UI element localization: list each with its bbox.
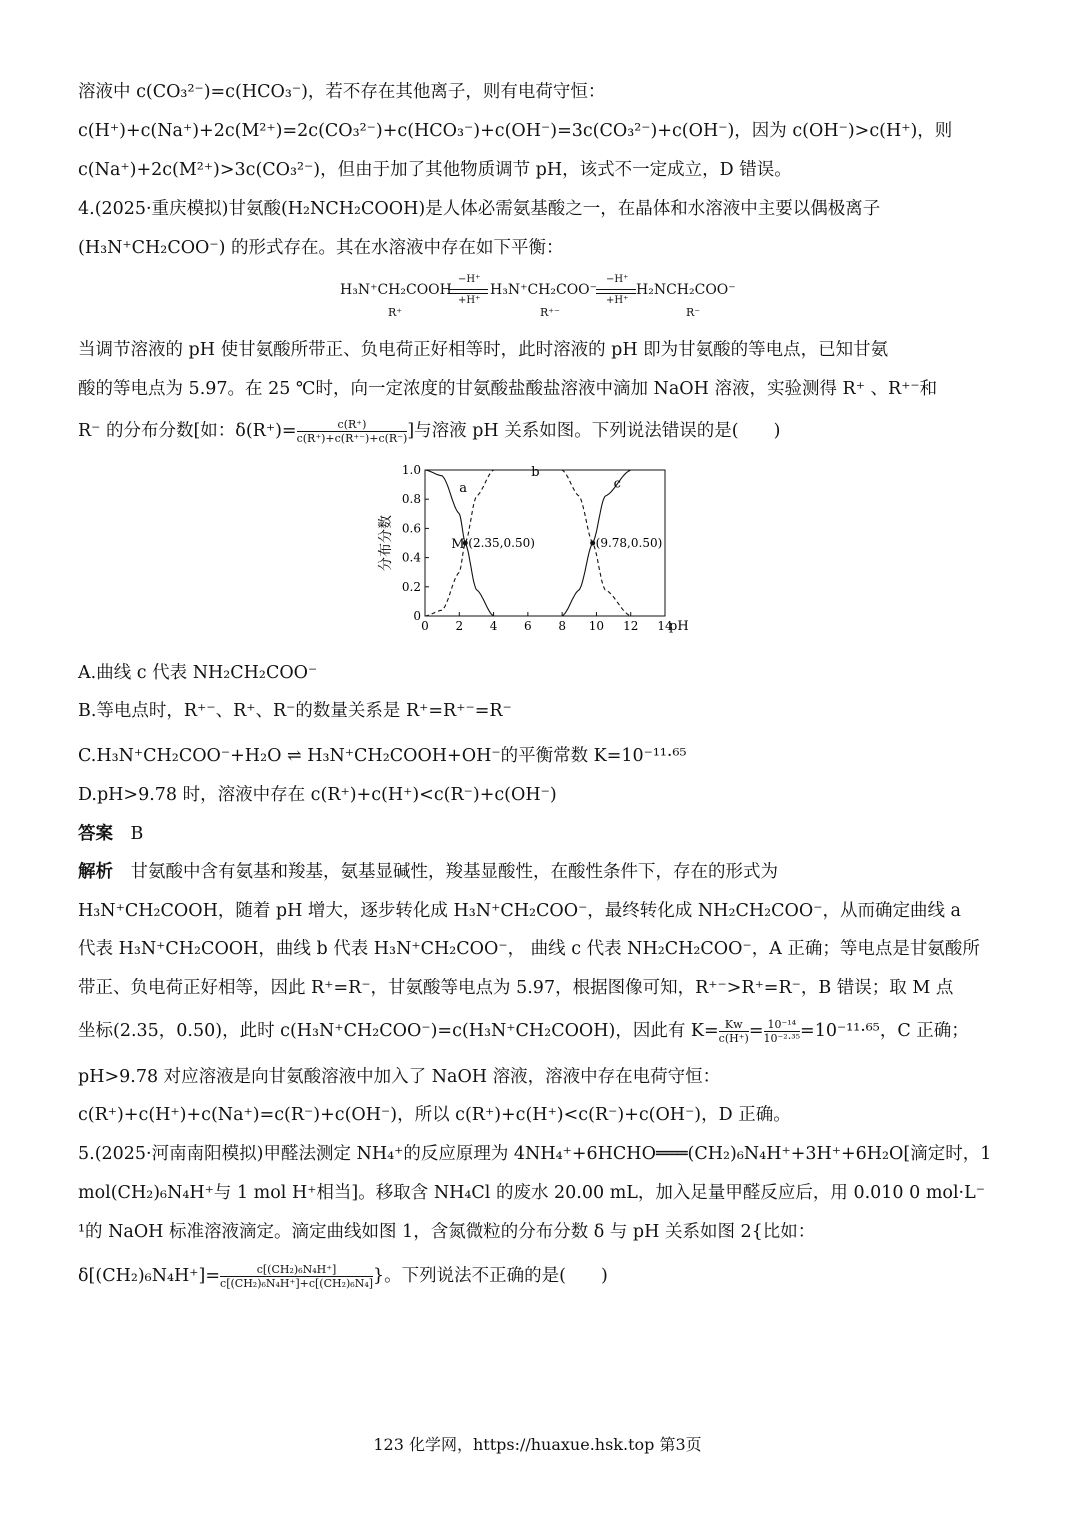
y-tick-label: 0.6 <box>401 521 421 536</box>
x-tick-label: 12 <box>623 619 639 633</box>
power-fraction: $\frac{\text{10⁻¹⁴}}{\text{10⁻²·³⁵}}$ <box>763 1018 801 1045</box>
paragraph-line: R⁻ 的分布分数[如：δ(R⁺)= $\frac{c(R^+)}{c(R^+)+c(R^{+-})+c(R^-)}$ ]与溶液 pH 关系如图。下列说法错误的是( ) <box>78 418 781 445</box>
x-tick-label: 0 <box>421 619 429 633</box>
distribution-fraction: $\frac{c(R^+)}{c(R^+)+c(R^{+-})+c(R^-)}$ <box>296 418 408 445</box>
paragraph-line: c(H⁺)+c(Na⁺)+2c(M²⁺)=2c(CO₃²⁻)+c(HCO₃⁻)+c(OH⁻)=3c(CO₃²⁻)+c(OH⁻)，因为 c(OH⁻)>c(H⁺)，则 <box>78 121 953 141</box>
label-r-minus: R⁻ <box>686 306 701 319</box>
analysis-line: 解析 甘氨酸中含有氨基和羧基，氨基显碱性，羧基显酸性，在酸性条件下，存在的形式为 <box>78 862 778 882</box>
question-4-stem: 4.(2025·重庆模拟)甘氨酸(H₂NCH₂COOH)是人体必需氨基酸之一，在晶体和水溶液中主要以偶极离子 <box>78 199 881 219</box>
paragraph-line: ¹的 NaOH 标准溶液滴定。滴定曲线如图 1，含氮微粒的分布分数 δ 与 pH 关系如图 2{比如： <box>78 1222 816 1242</box>
paragraph-line: 酸的等电点为 5.97。在 25 ℃时，向一定浓度的甘氨酸盐酸盐溶液中滴加 NaOH 溶液，实验测得 R⁺ 、R⁺⁻和 <box>78 379 938 399</box>
paragraph-line: δ[(CH₂)₆N₄H⁺]= $\frac{\text{c[(CH₂)₆N₄H⁺]}}{\text{c[(CH₂)₆N₄H⁺]+c[(CH₂)₆N₄]}}$ }。下列说法不正确的是( ) <box>78 1263 608 1290</box>
analysis-line: 代表 H₃N⁺CH₂COOH，曲线 b 代表 H₃N⁺CH₂COO⁻， 曲线 c 代表 NH₂CH₂COO⁻，A 正确；等电点是甘氨酸所 <box>78 939 980 959</box>
equilibrium-equation <box>340 276 760 324</box>
y-tick-label: 0.2 <box>401 579 421 594</box>
label-r-zwitter: R⁺⁻ <box>540 306 560 319</box>
label-r-plus: R⁺ <box>388 306 403 319</box>
paragraph-line: mol(CH₂)₆N₄H⁺与 1 mol H⁺相当]。移取含 NH₄Cl 的废水 20.00 mL，加入足量甲醛反应后，用 0.010 0 mol·L⁻ <box>78 1183 985 1203</box>
paragraph-line: 当调节溶液的 pH 使甘氨酸所带正、负电荷正好相等时，此时溶液的 pH 即为甘氨酸的等电点，已知甘氨 <box>78 340 889 360</box>
annotation-point <box>590 541 595 546</box>
x-tick-label: 10 <box>588 619 605 633</box>
delta-fraction: $\frac{\text{c[(CH₂)₆N₄H⁺]}}{\text{c[(CH₂)₆N₄H⁺]+c[(CH₂)₆N₄]}}$ <box>220 1263 374 1290</box>
analysis-line: c(R⁺)+c(H⁺)+c(Na⁺)=c(R⁻)+c(OH⁻)，所以 c(R⁺)+c(H⁺)<c(R⁻)+c(OH⁻)，D 正确。 <box>78 1105 791 1125</box>
annotation-coord: (2.35,0.50) <box>468 536 535 550</box>
series-label-c: c <box>613 476 621 492</box>
x-axis-label: pH <box>669 619 689 634</box>
annotation-label: M <box>451 537 465 552</box>
x-tick-label: 2 <box>455 619 464 633</box>
paragraph-line: 溶液中 c(CO₃²⁻)=c(HCO₃⁻)，若不存在其他离子，则有电荷守恒： <box>78 82 606 102</box>
option-a: A.曲线 c 代表 NH₂CH₂COO⁻ <box>78 663 318 683</box>
paragraph-line: c(Na⁺)+2c(M²⁺)>3c(CO₃²⁻)，但由于加了其他物质调节 pH，该式不一定成立，D 错误。 <box>78 160 792 180</box>
analysis-line: H₃N⁺CH₂COOH，随着 pH 增大，逐步转化成 H₃N⁺CH₂COO⁻，最终转化成 NH₂CH₂COO⁻，从而确定曲线 a <box>78 901 961 921</box>
option-d: D.pH>9.78 时，溶液中存在 c(R⁺)+c(H⁺)<c(R⁻)+c(OH⁻) <box>78 785 557 805</box>
page-footer: 123 化学网，https://huaxue.hsk.top 第3页 <box>373 1435 702 1454</box>
distribution-chart <box>370 462 710 647</box>
kw-fraction: $\frac{Kw}{c(H^+)}$ <box>718 1018 749 1045</box>
answer-line: 答案 B <box>78 824 144 844</box>
series-label-b: b <box>531 464 540 480</box>
x-tick-label: 8 <box>558 619 566 633</box>
species-zwitterion: H₃N⁺CH₂COO⁻ <box>490 282 598 298</box>
y-tick-label: 0.8 <box>401 492 421 507</box>
x-tick-label: 6 <box>524 619 532 633</box>
paragraph-line: (H₃N⁺CH₂COO⁻) 的形式存在。其在水溶液中存在如下平衡： <box>78 238 564 258</box>
annotation-coord: (9.78,0.50) <box>595 536 663 550</box>
question-5-stem: 5.(2025·河南南阳模拟)甲醛法测定 NH₄⁺的反应原理为 4NH₄⁺+6HCHO═══(CH₂)₆N₄H⁺+3H⁺+6H₂O[滴定时，1 <box>78 1144 992 1164</box>
analysis-line: 坐标(2.35，0.50)，此时 c(H₃N⁺CH₂COO⁻)=c(H₃N⁺CH₂COOH)，因此有 K= $\frac{Kw}{c(H^+)}$ = $\frac{\text{10⁻¹⁴}}{\text{10⁻²·³⁵}}$ =10⁻¹¹·⁶⁵，C 正确； <box>78 1018 969 1045</box>
eq-arrow-2: −H⁺ +H⁺ <box>596 276 636 306</box>
y-tick-label: 0.4 <box>401 550 421 565</box>
species-r-minus: H₂NCH₂COO⁻ <box>636 282 736 298</box>
analysis-line: 带正、负电荷正好相等，因此 R⁺=R⁻，甘氨酸等电点为 5.97，根据图像可知，R⁺⁻>R⁺=R⁻，B 错误；取 M 点 <box>78 978 954 998</box>
x-tick-label: 14 <box>657 619 673 633</box>
eq-arrow-1: −H⁺ +H⁺ <box>448 276 488 306</box>
x-tick-label: 4 <box>489 619 498 633</box>
option-b: B.等电点时，R⁺⁻、R⁺、R⁻的数量关系是 R⁺=R⁺⁻=R⁻ <box>78 701 512 721</box>
species-r-plus: H₃N⁺CH₂COOH <box>340 282 452 298</box>
analysis-line: pH>9.78 对应溶液是向甘氨酸溶液中加入了 NaOH 溶液，溶液中存在电荷守恒： <box>78 1067 721 1087</box>
y-tick-label: 1.0 <box>401 463 421 477</box>
option-c: C.H₃N⁺CH₂COO⁻+H₂O ⇌ H₃N⁺CH₂COOH+OH⁻的平衡常数 K=10⁻¹¹·⁶⁵ <box>78 746 687 766</box>
y-tick-label: 0 <box>413 609 421 623</box>
y-axis-label: 分布分数 <box>378 515 394 571</box>
series-label-a: a <box>459 480 468 496</box>
